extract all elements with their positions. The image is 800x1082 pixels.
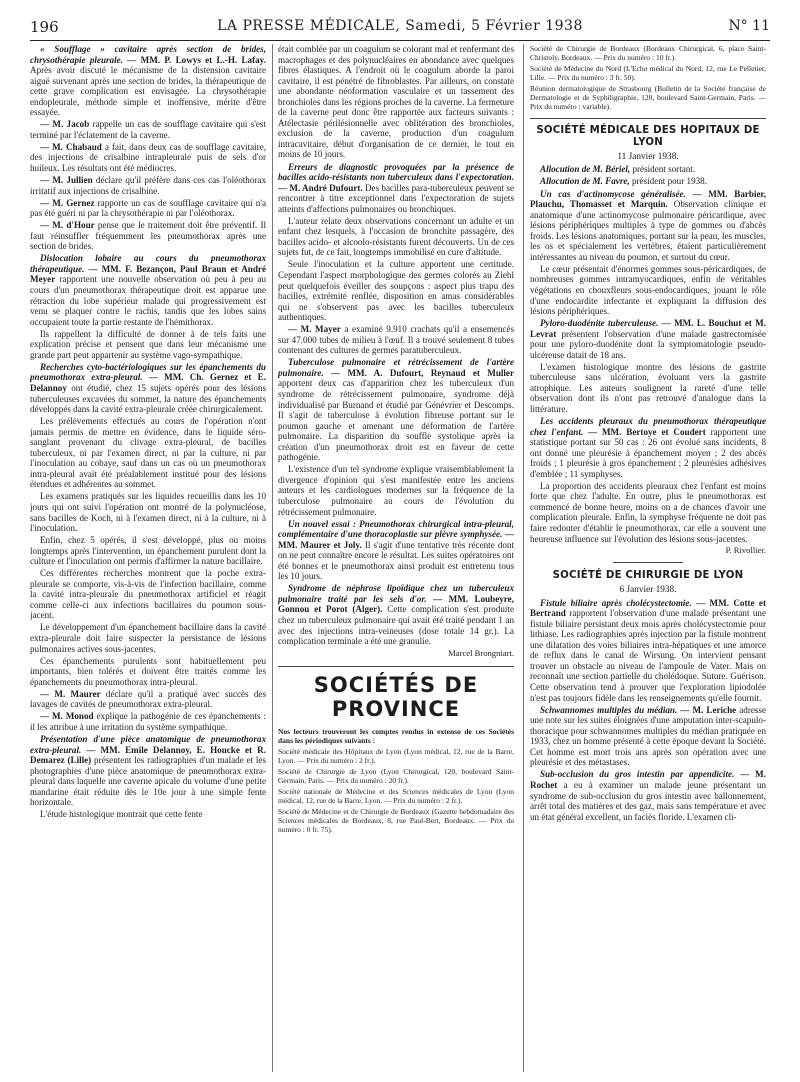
column-1-paragraphs (30, 44, 266, 820)
paper-body: Enfin, chez 5 opérés, il s'est développé, plus ou moins longtemps après l'intervention, un épanchement purulent dont la culture et l'inoculation ont permis d'affirmer la nature bacillaire. (30, 535, 266, 567)
page-number: 196 (30, 18, 59, 36)
paper-authors: — M. Monod (40, 711, 94, 722)
paper-title: Dislocation lobaire au cours du pneumothorax thérapeutique. (30, 253, 266, 274)
periodical-list (530, 44, 766, 111)
paper-title: Présentation d'une pièce anatomique de pneumothorax extra-pleural. (30, 733, 266, 755)
paper-body: a eu à examiner un malade jeune présentant un syndrome de sub-occlusion du gros intestin avec ballonnement, arrêt total des matières et des gaz, mais sans température et avec un état général excellent, un faciès floride. L'examen cli- (530, 779, 766, 822)
paragraph (30, 568, 266, 621)
paper-authors: — M. Rochet (530, 769, 766, 790)
paper-body: déclare qu'il préfère dans ces cas l'oléothorax irritatif aux injections de crisalbine. (30, 175, 266, 196)
paper-body: président pour 1938. (631, 176, 707, 187)
paper-title: Allocution de M. Bériel, (540, 164, 631, 175)
column-1 (30, 44, 266, 1072)
paragraph (278, 583, 514, 646)
paragraph (30, 491, 266, 533)
paper-title: Pyloro-duodénite tuberculeuse. (540, 318, 659, 329)
paper-body: a examiné 9.910 crachats qu'il a ensemencés sur 47.000 tubes de milieu à l'œuf. Il a trouvé seulement 8 tubes contenant des cultures de germes paratuberculeux. (278, 324, 514, 356)
section-divider (530, 118, 766, 119)
paper-authors: — M. Jullien (40, 175, 93, 186)
society-paragraphs (530, 164, 766, 544)
paragraph (530, 176, 766, 187)
paper-body: L'examen histologique montre des lésions de gastrite tuberculeuse sans ulcération, évoluant vers la gastrite atrophique. Les auteurs soulignent la rareté d'une telle observation dont ils n'ont pas retrouvé d'analogue dans la littérature. (530, 361, 766, 414)
column-divider (523, 44, 524, 1072)
paper-body: Il s'agit d'une tentative très récente dont on ne peut connaître encore le résultat. Les suites opératoires ont été bonnes et le pneumothorax ainsi produit est entretenu tous les 10 jours. (278, 539, 514, 582)
paragraph (30, 142, 266, 174)
paragraph (30, 809, 266, 820)
paragraph (30, 253, 266, 327)
paragraph (530, 481, 766, 544)
paper-authors: — M. Gernez (40, 197, 95, 208)
paper-authors: — MM. Cotte et Bertrand (530, 597, 766, 619)
paragraph (30, 689, 266, 710)
signature: P. Rivollier. (725, 545, 766, 556)
paper-authors: — M. Leriche (680, 704, 737, 715)
paper-body: ont étudié, chez 15 sujets opérés pour des lésions tuberculeuses excavées du sommet, la nature des épanchements développés dans la cavité extra-pleurale créée chirurgicalement. (30, 382, 266, 415)
paper-authors: — MM. Bertoye et Coudert (588, 426, 706, 437)
paper-body: Ces épanchements purulents sont habituellement peu importants, bien tolérés et doivent être traités comme les épanchements du pneumothorax intra-pleural. (30, 655, 266, 687)
paper-body: L'existence d'un tel syndrome explique vraisemblablement la divergence d'opinion qui s'est manifestée entre les anciens auteurs et les cardiologues modernes sur la fréquence de la tuberculose pulmonaire au cours de l'évolution du rétrécissement pulmonaire. (278, 464, 514, 517)
page-header (30, 14, 770, 41)
paper-title: Schwannomes multiples du médian. (540, 704, 678, 715)
periodical-reference: Société médicale des Hôpitaux de Lyon (Lyon médical, 12, rue de la Barre, Lyon. — Prix du numéro : 2 fr.). (278, 747, 514, 766)
paragraph (30, 362, 266, 415)
paper-body: Le cœur présentait d'énormes gommes sous-péricardiques, de nombreuses gommes intramyocardiques, enfin de véritables végétations en chouxfleurs sous-endocardiques, jouant le rôle d'une endocardite infectante et expliquant la diffusion des lésions périphériques. (530, 263, 766, 317)
signature: Marcel Brongniart. (448, 647, 514, 658)
paper-authors: — M. Chabaud (40, 141, 102, 152)
paragraph (30, 656, 266, 688)
periodical-reference: Société de Médecine du Nord (L'Echo médical du Nord, 12, rue Le Pelletier, Lille. — Prix du numéro : 3 fr. 50). (530, 64, 766, 82)
paragraph (530, 164, 766, 175)
paper-authors: — M. Jacob (40, 119, 90, 130)
paper-authors: — M. Maurer (40, 688, 101, 699)
paper-body: Des bacilles para-tuberculeux peuvent se rencontrer à titre exceptionnel dans l'expectoration de sujets atteints d'affections pulmonaires ou bronchiques. (278, 182, 514, 214)
column-3 (530, 44, 766, 1072)
paragraph (278, 357, 514, 462)
paper-authors: — MM. A. Dufourt, Reynaud et Muller (331, 367, 514, 378)
paper-title: « Soufflage » cavitaire après section de brides, chrysothérapie pleurale. (30, 44, 266, 65)
paper-title: Recherches cyto-bactériologiques sur les épanchements du pneumothorax extra-pleural. (30, 361, 266, 383)
session-date: 11 Janvier 1938. (617, 151, 679, 162)
paper-authors: — MM. Ch. Gernez et E. Delannoy (30, 372, 266, 393)
paper-title: Erreurs de diagnostic provoquées par la présence de bacilles acido-résistants non tuberculeux dans l'expectoration. (278, 161, 514, 183)
paper-body: rappelle un cas de soufflage cavitaire qui s'est terminé par l'éclatement de la caverne. (30, 119, 266, 140)
paragraph (30, 622, 266, 654)
paragraph (530, 705, 766, 768)
paper-body: Les examens pratiqués sur les liquides recueillis dans les 10 jours qui ont suivi l'opération ont montré de la polynucléose, sans bacilles de Koch, ni à l'examen direct, ni à la culture, ni à l'inoculation. (30, 491, 266, 534)
paper-authors: — MM. Loubeyre, Gonnou et Porot (Alger). (278, 593, 514, 615)
paragraph (30, 734, 266, 808)
journal-title: LA PRESSE MÉDICALE, Samedi, 5 Février 1938 (217, 18, 583, 34)
paper-body: adresse une note sur les suites éloignées d'une amputation inter-scapulo-thoracique pour schwannomes multiples du médian pratiquée en 1933, chez un homme présenté à cette époque devant la Société. Cet homme est mort trois ans après son opération avec une pleurésie et des métastases. (530, 704, 766, 768)
article-columns (30, 44, 770, 1072)
paper-body: rapportent une nouvelle observation où peu à peu au cours d'un pneumothorax thérapeutique droit est apparue une rétraction du lobe supérieur malade qui progressivement est venu se plaquer contre le rachis, tandis que les lobes sains occupaient toute la partie restante de l'hémithorax. (30, 274, 266, 327)
column-2 (278, 44, 514, 1072)
paragraph (278, 324, 514, 356)
paragraph (530, 416, 766, 479)
paper-body: déclare qu'il a pratiqué avec succès des lavages de cavités de pneumothorax extra-pleural. (30, 688, 266, 710)
paper-title: Un nouvel essai : Pneumothorax chirurgical intra-pleural, complémentaire d'une thoracoplastie sur plèvre symphysée. (278, 518, 514, 540)
periodical-reference: Réunion dermatologique de Strasbourg (Bulletin de la Société française de Dermatologie et de Syphiligraphie, 120, boulevard Saint-Germain, Paris. — Prix du numéro : variable). (530, 84, 766, 111)
periodical-reference: Société de Médecine et de Chirurgie de Bordeaux (Gazette hebdomadaire des Sciences médicales de Bordeaux, 8, rue Paul-Bert, Bordeaux. — Prix du numéro : 0 fr. 75). (278, 807, 514, 835)
paragraph (278, 216, 514, 258)
paragraph (30, 44, 266, 118)
paper-body: pense que le traitement doit être préventif. Il faut réinsuffler fréquemment les pneumothorax après une section de brides. (30, 220, 266, 252)
paragraph (530, 264, 766, 317)
paper-authors: — MM. P. Lowys et L.-H. Lafay. (127, 54, 266, 65)
paper-body: Les prélèvements effectués au cours de l'opération n'ont jamais permis de mettre en évidence, dans le liquide séro-sanglant provenant du clivage extra-pleural, de bacilles tuberculeux, ni par l'examen direct, ni par la culture, ni par l'inoculation au cobaye, sauf dans un cas où un pneumothorax intra-pleural avait été préalablement institué pour des lésions étendues et adhérentes au sommet. (30, 416, 266, 490)
paper-authors: — MM. F. Bezançon, Paul Braun et André Meyer (30, 263, 266, 285)
issue-number: N° 11 (728, 18, 770, 34)
paragraph (278, 464, 514, 517)
paper-title: Les accidents pleuraux du pneumothorax thérapeutique chez l'enfant. (530, 416, 766, 437)
paper-body: Ils rappellent la difficulté de donner à de tels faits une explication précise et pensent que dans leur mécanisme une grande part peut appartenir au système vago-sympathique. (30, 328, 266, 360)
paper-body: présentent les radiographies d'un malade et les photographies d'une pièce anatomique de pneumothorax extra-pleural dans laquelle une caverne apicale du volume d'une petite mandarine était réduite dès le 10e jour à une simple fente horizontale. (30, 755, 266, 808)
paragraph (30, 198, 266, 219)
paper-title: Allocution de M. Favre, (540, 176, 630, 187)
paper-body: Ces différentes recherches montrent que la poche extra-pleurale se comporte, vis-à-vis de l'infection bacillaire, comme la cavité intra-pleurale du pneumothorax artificiel et réagit comme celle-ci aux infections bacillaires du poumon sous-jacent. (30, 568, 266, 621)
paper-body: Observation clinique et anatomique d'une actinomycose pulmonaire péricardique, avec lésions périphériques multiples à type de gommes ou d'abcès froids. Les lésions anatomiques, portant sur la peau, les muscles, les os et spécialement les vertèbres, étaient particulièrement intéressantes au niveau du poumon, et surtout du cœur. (530, 199, 766, 262)
column-divider (272, 44, 273, 1072)
page (30, 14, 770, 1072)
paragraph (278, 162, 514, 215)
paper-body: a fait, dans deux cas de soufflage cavitaire, des injections de crisalbine intrapleurale puis de sels d'or huileux. Les résultats ont été médiocres. (30, 141, 266, 174)
paragraph (30, 175, 266, 196)
paper-title: Fistule biliaire après cholécystectomie. (540, 597, 692, 608)
society-title: SOCIÉTÉ MÉDICALE DES HOPITAUX DE LYON (536, 125, 760, 148)
paragraph (30, 119, 266, 140)
paper-body: rapporte un cas de soufflage cavitaire qui n'a pas été guéri ni par la chrysothérapie ni par l'oléothorax. (30, 197, 266, 219)
paper-title: Tuberculose pulmonaire et rétrécissement de l'artère pulmonaire. (278, 357, 514, 378)
paragraph (30, 416, 266, 490)
paper-body: explique la pathogénie de ces épanchements : il les attribue à une irritation du système sympathique. (30, 711, 266, 732)
paper-body: Le développement d'un épanchement bacillaire dans la cavité extra-pleurale doit faire suspecter la persistance de lésions pulmonaires actives sous-jacentes. (30, 622, 266, 654)
paper-authors: — M. Mayer (288, 324, 341, 335)
paragraph (30, 220, 266, 252)
paper-body: présentent l'observation d'une malade gastrectomisée pour une pyloro-duodénite dont la symptomatologie pseudo-ulcéreuse datait de 18 ans. (530, 328, 766, 360)
paper-body: L'auteur relate deux observations concernant un adulte et un enfant chez lesquels, à l'occasion de bronchite passagère, des bacilles acido- et alcoolo-résistants furent découverts. Un de ces sujets fut, de ce fait, longtemps immobilisé en cure d'altitude. (278, 215, 514, 258)
periodical-reference: Société de Chirurgie de Lyon (Lyon Chirurgical, 120, boulevard Saint-Germain, Paris. — Prix du numéro : 20 fr.). (278, 767, 514, 786)
paragraph (30, 329, 266, 361)
paper-body: La proportion des accidents pleuraux chez l'enfant est moins forte que chez l'adulte. En outre, plus le pneumothorax est commencé de bonne heure, moins on a de chances d'avoir une complication pleurale. Enfin, la symphyse fréquente ne doit pas faire redouter d'établir le pneumothorax, car elle a souvent une heureuse influence sur l'évolution des lésions sous-jacentes. (530, 480, 766, 544)
paper-body: rapportent l'observation d'une malade présentant une fistule biliaire persistant deux mois après cholécystectomie pour lithiase. Les radiographies après injection par la fistule montrent une dilatation des voies biliaires intra-hépatiques et une amorce de reflux dans le canal de Wirsung. On intervient pensant trouver un obstacle au niveau de l'ampoule de Vater. Mais on reconnaît une section partielle du cholédoque. Suture. Guérison. Cette observation tend à prouver que l'exploration lipiodolée n'est pas toujours fidèle dans les renseignements qu'elle fournit. (530, 608, 766, 703)
paper-body: Seule l'inoculation et la culture apportent une certitude. Cependant l'aspect morphologique des germes colorés au Ziehl peut quelquefois éveiller des soupçons : aspect plus trapu des bacilles, extrémité renflée, disposition en amas considérables qui ne s'observent pas avec les bacilles tuberculeux authentiques. (278, 259, 514, 323)
paper-title: Syndrome de néphrose lipoïdique chez un tuberculeux pulmonaire traité par les sels d'or. (278, 583, 514, 604)
session-date: 6 Janvier 1938. (619, 584, 677, 595)
paper-title: Un cas d'actinomycose généralisée. (540, 188, 686, 199)
paragraph (278, 44, 514, 160)
section-divider (613, 562, 683, 563)
paragraph (278, 519, 514, 582)
paper-body: L'étude histologique montrait que cette fente (40, 809, 203, 820)
paper-body: Après avoir discuté le mécanisme de la distension cavitaire aiguë survenant après une section de brides, la thérapeutique de cette grave complication est envisagée. La chrysothérapie endopleurale, méthode simple et inoffensive, mérite d'être essayée. (30, 65, 266, 118)
section-title: SOCIÉTÉS DE PROVINCE (313, 672, 479, 721)
paper-authors: — MM. Maurer et Joly. (278, 529, 514, 550)
paragraph (530, 362, 766, 415)
paragraph (30, 535, 266, 567)
paragraph (530, 318, 766, 360)
paper-body: rapportent une statistique portant sur 50 cas : 26 ont évolué sans incidents, 8 ont donné une pleurésie à épanchement moyen ; 2 des abcès froids ; 1 pleurésie à gros épanchement ; 2 pleurésies adhésives d'emblée ; 11 symphyses. (530, 426, 766, 479)
paper-title: Sub-occlusion du gros intestin par appendicite. (540, 769, 735, 780)
society-title: SOCIÉTÉ DE CHIRURGIE DE LYON (552, 570, 744, 582)
section-intro: Nos lecteurs trouveront les comptes rendus in extenso de ces Sociétés dans les périodiques suivants : (278, 727, 514, 746)
paper-body: était comblée par un coagulum se colorant mal et renfermant des macrophages et des polynucléaires en abondance avec quelques fibres élastiques. A l'endroit où le coagulum aborde la paroi cavitaire, il est pénétré de fibroblastes. Par ailleurs, on constate une abondante néoformation vasculaire et un tassement des bronchioles dans les régions proches de la caverne. La fermeture de la caverne peut donc être rapportée aux facteurs suivants : Atélectasie périlésionnelle avec oblitération des bronchioles, exclusion de la caverne, production d'un coagulum intracavitaire, début d'organisation de ce dernier, le tout en moins de 10 jours. (278, 44, 514, 160)
section-divider (278, 666, 514, 667)
periodical-reference: Société de Chirurgie de Bordeaux (Bordeaux Chirurgical, 6, place Saint-Christoly, Bordeaux. — Prix du numéro : 10 fr.). (530, 44, 766, 62)
paper-body: apportent deux cas d'apparition chez les tuberculeux d'un syndrome de rétrécissement pulmonaire, syndrome déjà individualisé par Burnand et étudié par Génévrier et Descomps. Il s'agit de tuberculose à évolution fibreuse portant sur le poumon gauche et amenant une déformation de l'artère pulmonaire. La disparition du souffle systolique après la création d'un pneumothorax droit est en faveur de cette pathogénie. (278, 378, 514, 463)
paper-authors: — M. André Dufourt. (278, 182, 363, 193)
periodical-reference: Société nationale de Médecine et des Sciences médicales de Lyon (Lyon médical, 12, rue de la Barre, Lyon. — Prix du numéro : 2 fr.). (278, 787, 514, 806)
paper-authors: — M. d'Hour (40, 220, 95, 231)
paper-body: Cette complication s'est produite chez un tuberculeux pulmonaire qui avait été traité pendant 1 an avec des injections intra-veineuses (dose totale 14 gr.). La complication terminale a été une granulie. (278, 604, 514, 647)
paragraph (530, 189, 766, 263)
periodical-list (278, 747, 514, 834)
paragraph (30, 711, 266, 732)
paragraph (530, 769, 766, 822)
society-paragraphs (530, 598, 766, 822)
paper-body: président sortant. (632, 164, 696, 175)
column-2-paragraphs (278, 44, 514, 647)
paper-authors: — MM. Emile Delannoy, E. Houcke et R. Demarez (Lille) (30, 744, 266, 766)
paper-authors: — MM. Barbier, Plauchu, Thomasset et Marquin. (530, 188, 766, 210)
paper-authors: — MM. L. Bouchut et M. Levrat (530, 318, 766, 339)
paragraph (278, 259, 514, 322)
paragraph (530, 598, 766, 703)
